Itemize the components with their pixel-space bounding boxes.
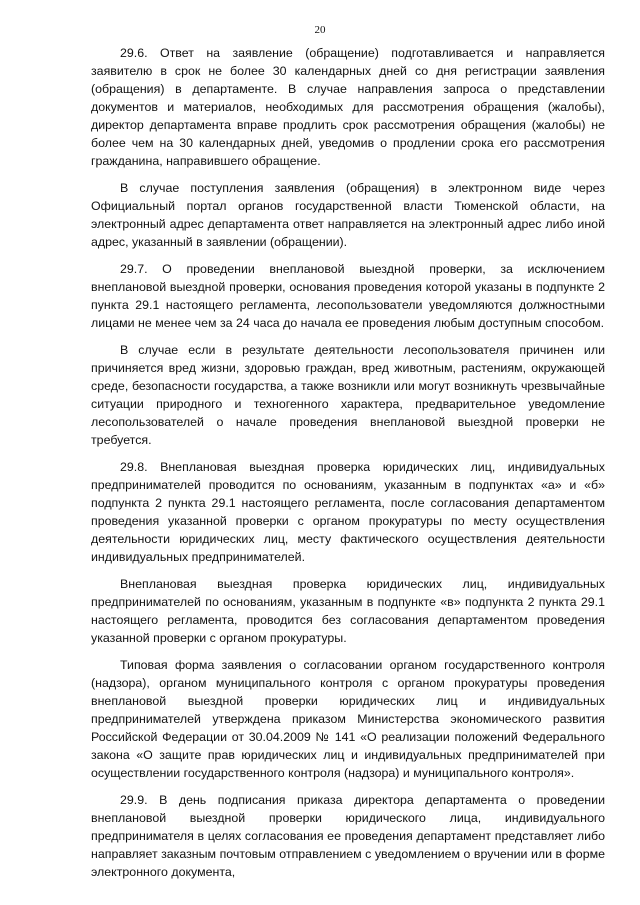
paragraph-harm-case: В случае если в результате деятельности лесопользователя причинен или причиняется вред жизни, здоровью граждан, вред животным, растениям, окружающей среде, безопасности государства, а также возникли или могут возникнуть чрезвычайные ситуации природного и техногенного характера, предварительное уведомление лесопользователей о начале проведения внеплановой выездной проверки не требуется. (91, 343, 605, 447)
document-body (91, 44, 605, 890)
paragraph-29-9: 29.9. В день подписания приказа директора департамента о проведении внеплановой выездной проверки юридического лица, индивидуального предпринимателя в целях согласования ее проведения департамент представляет либо направляет заказным почтовым отправлением с уведомлением о вручении или в форме электронного документа, (91, 793, 605, 879)
page-number: 20 (314, 24, 326, 36)
paragraph-29-6: 29.6. Ответ на заявление (обращение) подготавливается и направляется заявителю в срок не более 30 календарных дней со дня регистрации заявления (обращения) в департаменте. В случае направления запроса о представлении документов и материалов, необходимых для рассмотрения обращения (жалобы), директор департамента вправе продлить срок рассмотрения обращения (жалобы) не более чем на 30 календарных дней, уведомив о продлении срока его рассмотрения гражданина, направившего обращение. (91, 46, 605, 168)
paragraph-29-8: 29.8. Внеплановая выездная проверка юридических лиц, индивидуальных предпринимателей проводится по основаниям, указанным в подпунктах «а» и «б» подпункта 2 пункта 29.1 настоящего регламента, после согласования департаментом проведения указанной проверки с органом прокуратуры по месту осуществления деятельности юридических лиц, месту фактического осуществления деятельности индивидуальных предпринимателей. (91, 460, 605, 564)
paragraph-standard-form: Типовая форма заявления о согласовании органом государственного контроля (надзора), органом муниципального контроля с органом прокуратуры проведения внеплановой выездной проверки юридических лиц и индивидуальных предпринимателей утверждена приказом Министерства экономического развития Российской Федерации от 30.04.2009 № 141 «О реализации положений Федерального закона «О защите прав юридических лиц и индивидуальных предпринимателей при осуществлении государственного контроля (надзора) и муниципального контроля». (91, 658, 605, 780)
paragraph-29-7: 29.7. О проведении внеплановой выездной проверки, за исключением внеплановой выездной проверки, основания проведения которой указаны в подпункте 2 пункта 29.1 настоящего регламента, лесопользователи уведомляются должностными лицами не менее чем за 24 часа до начала ее проведения любым доступным способом. (91, 262, 605, 330)
paragraph-unscheduled-inspection: Внеплановая выездная проверка юридических лиц, индивидуальных предпринимателей по основаниям, указанным в подпункте «в» подпункта 2 пункта 29.1 настоящего регламента, проводится без согласования департаментом проведения указанной проверки с органом прокуратуры. (91, 577, 605, 645)
paragraph-electronic-appeal: В случае поступления заявления (обращения) в электронном виде через Официальный портал органов государственной власти Тюменской области, на электронный адрес департамента ответ направляется на электронный адрес либо иной адрес, указанный в заявлении (обращении). (91, 181, 605, 249)
